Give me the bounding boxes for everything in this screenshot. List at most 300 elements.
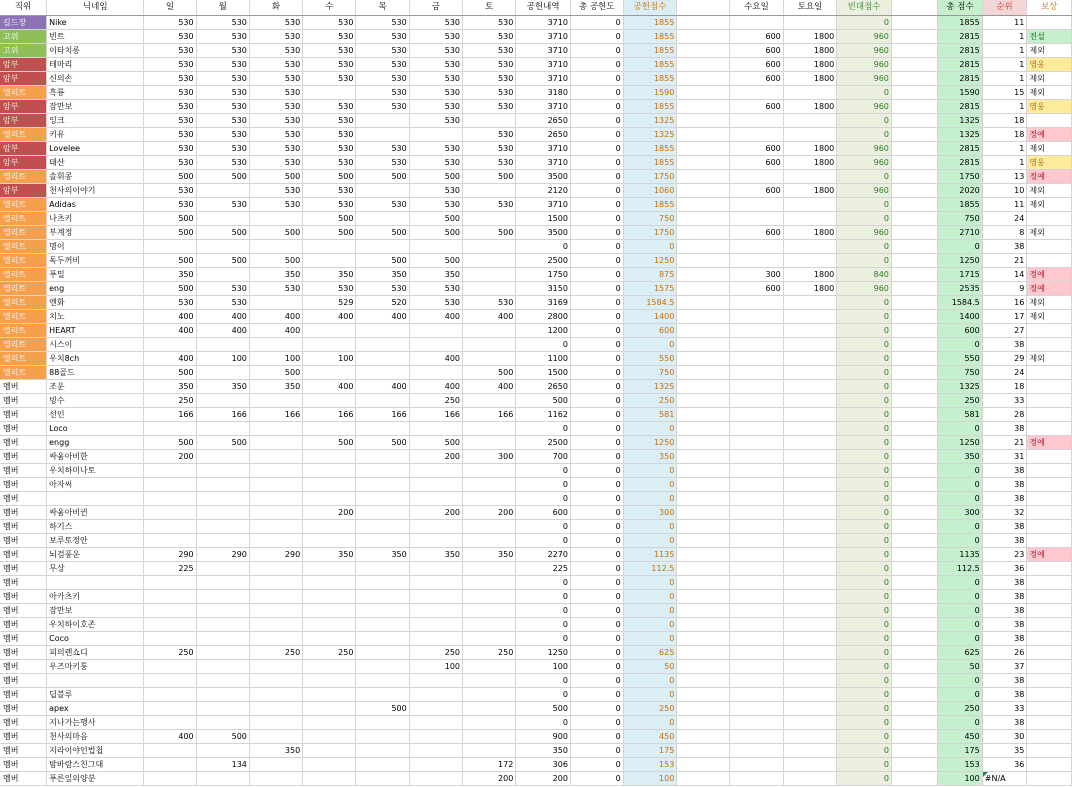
blank-cell[interactable]	[891, 226, 937, 240]
reward-cell[interactable]	[1027, 576, 1072, 590]
day-cell[interactable]: 530	[249, 198, 302, 212]
reward-cell[interactable]	[1027, 534, 1072, 548]
reward-cell[interactable]: 정예	[1027, 282, 1072, 296]
saturday-cell[interactable]: 1800	[783, 30, 836, 44]
reward-cell[interactable]: 정예	[1027, 436, 1072, 450]
day-cell[interactable]	[249, 562, 302, 576]
day-cell[interactable]	[196, 240, 249, 254]
total-contribution-cell[interactable]: 0	[570, 212, 623, 226]
position-cell[interactable]: 38	[982, 688, 1027, 702]
total-score-cell[interactable]: 0	[938, 520, 983, 534]
position-cell[interactable]: 1	[982, 58, 1027, 72]
day-cell[interactable]: 530	[249, 184, 302, 198]
total-score-cell[interactable]: 0	[938, 492, 983, 506]
day-cell[interactable]	[463, 492, 516, 506]
position-cell[interactable]: 10	[982, 184, 1027, 198]
day-cell[interactable]	[303, 534, 356, 548]
total-contribution-cell[interactable]: 0	[570, 282, 623, 296]
siege-score-cell[interactable]: 0	[837, 450, 892, 464]
day-cell[interactable]: 400	[144, 324, 196, 338]
nickname-cell[interactable]: 피의렌쇼디	[47, 646, 144, 660]
blank-cell[interactable]	[677, 590, 730, 604]
position-cell[interactable]: 17	[982, 310, 1027, 324]
contribution-score-cell[interactable]: 1325	[623, 380, 677, 394]
day-cell[interactable]: 300	[463, 450, 516, 464]
position-cell[interactable]: 36	[982, 562, 1027, 576]
day-cell[interactable]: 250	[303, 646, 356, 660]
contribution-score-cell[interactable]: 1750	[623, 226, 677, 240]
saturday-cell[interactable]	[783, 478, 836, 492]
contribution-score-cell[interactable]: 1855	[623, 156, 677, 170]
total-score-cell[interactable]: 2815	[938, 58, 983, 72]
day-cell[interactable]	[303, 366, 356, 380]
day-cell[interactable]: 530	[144, 296, 196, 310]
day-cell[interactable]: 400	[144, 310, 196, 324]
day-cell[interactable]	[303, 716, 356, 730]
contribution-score-cell[interactable]: 0	[623, 716, 677, 730]
siege-score-cell[interactable]: 0	[837, 576, 892, 590]
day-cell[interactable]	[409, 674, 462, 688]
day-cell[interactable]: 500	[463, 226, 516, 240]
day-cell[interactable]: 530	[196, 58, 249, 72]
day-cell[interactable]: 350	[196, 380, 249, 394]
day-cell[interactable]: 530	[409, 184, 462, 198]
nickname-cell[interactable]: 솔휘콩	[47, 170, 144, 184]
reward-cell[interactable]	[1027, 716, 1072, 730]
blank-cell[interactable]	[891, 688, 937, 702]
reward-cell[interactable]	[1027, 520, 1072, 534]
day-cell[interactable]: 530	[144, 58, 196, 72]
siege-score-cell[interactable]: 0	[837, 212, 892, 226]
wednesday-cell[interactable]	[730, 562, 783, 576]
day-cell[interactable]: 529	[303, 296, 356, 310]
day-cell[interactable]: 530	[463, 86, 516, 100]
day-cell[interactable]	[409, 702, 462, 716]
day-cell[interactable]: 530	[144, 184, 196, 198]
day-cell[interactable]: 225	[144, 562, 196, 576]
day-cell[interactable]: 530	[463, 128, 516, 142]
reward-cell[interactable]: 정예	[1027, 170, 1072, 184]
day-cell[interactable]	[356, 604, 409, 618]
blank-cell[interactable]	[677, 100, 730, 114]
nickname-cell[interactable]: 빈트	[47, 30, 144, 44]
blank-cell[interactable]	[891, 464, 937, 478]
reward-cell[interactable]	[1027, 618, 1072, 632]
day-cell[interactable]	[249, 660, 302, 674]
day-cell[interactable]: 530	[409, 198, 462, 212]
nickname-cell[interactable]: 아자씨	[47, 478, 144, 492]
rank-cell[interactable]: 멤버	[0, 562, 47, 576]
day-cell[interactable]	[356, 450, 409, 464]
total-score-cell[interactable]: 581	[938, 408, 983, 422]
day-cell[interactable]: 530	[356, 282, 409, 296]
position-cell[interactable]: 15	[982, 86, 1027, 100]
total-contribution-cell[interactable]: 0	[570, 618, 623, 632]
day-cell[interactable]: 530	[144, 128, 196, 142]
total-score-cell[interactable]: 1400	[938, 310, 983, 324]
reward-cell[interactable]	[1027, 422, 1072, 436]
day-cell[interactable]	[356, 758, 409, 772]
day-cell[interactable]	[303, 758, 356, 772]
position-cell[interactable]: 21	[982, 254, 1027, 268]
day-cell[interactable]: 530	[356, 142, 409, 156]
day-cell[interactable]: 400	[196, 310, 249, 324]
day-cell[interactable]	[356, 338, 409, 352]
saturday-cell[interactable]	[783, 296, 836, 310]
position-cell[interactable]: 38	[982, 240, 1027, 254]
blank-cell[interactable]	[677, 506, 730, 520]
siege-score-cell[interactable]: 0	[837, 716, 892, 730]
nickname-cell[interactable]: 지라이야인법첩	[47, 744, 144, 758]
reward-cell[interactable]	[1027, 464, 1072, 478]
saturday-cell[interactable]	[783, 310, 836, 324]
day-cell[interactable]	[249, 506, 302, 520]
rank-cell[interactable]: 멤버	[0, 646, 47, 660]
contribution-score-cell[interactable]: 1855	[623, 58, 677, 72]
day-cell[interactable]	[409, 730, 462, 744]
day-cell[interactable]: 530	[303, 198, 356, 212]
day-cell[interactable]	[249, 436, 302, 450]
siege-score-cell[interactable]: 0	[837, 604, 892, 618]
day-cell[interactable]: 500	[144, 226, 196, 240]
reward-cell[interactable]: 영웅	[1027, 58, 1072, 72]
total-contribution-cell[interactable]: 0	[570, 730, 623, 744]
contribution-history-cell[interactable]: 3150	[516, 282, 571, 296]
day-cell[interactable]	[409, 716, 462, 730]
nickname-cell[interactable]: engg	[47, 436, 144, 450]
nickname-cell[interactable]: 태산	[47, 156, 144, 170]
reward-cell[interactable]	[1027, 758, 1072, 772]
contribution-history-cell[interactable]: 0	[516, 674, 571, 688]
rank-cell[interactable]: 고위	[0, 30, 47, 44]
total-score-cell[interactable]: 0	[938, 464, 983, 478]
rank-cell[interactable]: 암부	[0, 72, 47, 86]
rank-cell[interactable]: 멤버	[0, 492, 47, 506]
blank-cell[interactable]	[677, 604, 730, 618]
reward-cell[interactable]	[1027, 590, 1072, 604]
rank-cell[interactable]: 멤버	[0, 478, 47, 492]
day-cell[interactable]: 400	[249, 310, 302, 324]
blank-cell[interactable]	[677, 156, 730, 170]
contribution-history-cell[interactable]: 3710	[516, 100, 571, 114]
total-score-cell[interactable]: 0	[938, 688, 983, 702]
day-cell[interactable]	[356, 632, 409, 646]
contribution-score-cell[interactable]: 625	[623, 646, 677, 660]
total-score-cell[interactable]: 1715	[938, 268, 983, 282]
contribution-history-cell[interactable]: 2270	[516, 548, 571, 562]
siege-score-cell[interactable]: 0	[837, 632, 892, 646]
nickname-cell[interactable]: 싸움아비귄	[47, 506, 144, 520]
day-cell[interactable]	[249, 702, 302, 716]
position-cell[interactable]: 21	[982, 436, 1027, 450]
siege-score-cell[interactable]: 0	[837, 324, 892, 338]
day-cell[interactable]: 530	[303, 30, 356, 44]
day-cell[interactable]	[409, 562, 462, 576]
saturday-cell[interactable]: 1800	[783, 184, 836, 198]
saturday-cell[interactable]	[783, 86, 836, 100]
total-contribution-cell[interactable]: 0	[570, 674, 623, 688]
contribution-history-cell[interactable]: 2500	[516, 254, 571, 268]
contribution-history-cell[interactable]: 2120	[516, 184, 571, 198]
wednesday-cell[interactable]	[730, 772, 783, 786]
total-score-cell[interactable]: 750	[938, 366, 983, 380]
reward-cell[interactable]	[1027, 366, 1072, 380]
saturday-cell[interactable]	[783, 520, 836, 534]
day-cell[interactable]: 530	[196, 30, 249, 44]
wednesday-cell[interactable]	[730, 618, 783, 632]
reward-cell[interactable]: 제외	[1027, 296, 1072, 310]
blank-cell[interactable]	[891, 436, 937, 450]
reward-cell[interactable]	[1027, 506, 1072, 520]
day-cell[interactable]	[356, 128, 409, 142]
nickname-cell[interactable]: 나츠키	[47, 212, 144, 226]
siege-score-cell[interactable]: 0	[837, 296, 892, 310]
rank-cell[interactable]: 멤버	[0, 688, 47, 702]
total-contribution-cell[interactable]: 0	[570, 44, 623, 58]
position-cell[interactable]: 1	[982, 72, 1027, 86]
contribution-score-cell[interactable]: 112.5	[623, 562, 677, 576]
siege-score-cell[interactable]: 0	[837, 128, 892, 142]
day-cell[interactable]: 400	[144, 352, 196, 366]
position-cell[interactable]: 38	[982, 632, 1027, 646]
position-cell[interactable]: 38	[982, 422, 1027, 436]
day-cell[interactable]	[409, 744, 462, 758]
day-cell[interactable]: 530	[463, 100, 516, 114]
blank-cell[interactable]	[891, 674, 937, 688]
day-cell[interactable]: 500	[144, 282, 196, 296]
reward-cell[interactable]	[1027, 660, 1072, 674]
day-cell[interactable]: 530	[463, 16, 516, 30]
day-cell[interactable]	[356, 772, 409, 786]
nickname-cell[interactable]	[47, 576, 144, 590]
wednesday-cell[interactable]	[730, 464, 783, 478]
total-score-cell[interactable]: 2815	[938, 30, 983, 44]
day-cell[interactable]	[249, 674, 302, 688]
day-cell[interactable]: 530	[249, 16, 302, 30]
total-contribution-cell[interactable]: 0	[570, 72, 623, 86]
saturday-cell[interactable]	[783, 422, 836, 436]
wednesday-cell[interactable]	[730, 240, 783, 254]
saturday-cell[interactable]: 1800	[783, 142, 836, 156]
day-cell[interactable]	[196, 576, 249, 590]
saturday-cell[interactable]	[783, 128, 836, 142]
day-cell[interactable]	[356, 114, 409, 128]
contribution-score-cell[interactable]: 0	[623, 492, 677, 506]
total-score-cell[interactable]: 0	[938, 604, 983, 618]
blank-cell[interactable]	[677, 72, 730, 86]
total-score-cell[interactable]: 450	[938, 730, 983, 744]
contribution-history-cell[interactable]: 3500	[516, 226, 571, 240]
total-contribution-cell[interactable]: 0	[570, 142, 623, 156]
day-cell[interactable]: 250	[409, 394, 462, 408]
wednesday-cell[interactable]: 600	[730, 282, 783, 296]
total-contribution-cell[interactable]: 0	[570, 758, 623, 772]
position-cell[interactable]: 11	[982, 198, 1027, 212]
siege-score-cell[interactable]: 0	[837, 366, 892, 380]
day-cell[interactable]: 350	[249, 380, 302, 394]
day-cell[interactable]	[463, 212, 516, 226]
reward-cell[interactable]	[1027, 338, 1072, 352]
wednesday-cell[interactable]	[730, 674, 783, 688]
blank-cell[interactable]	[677, 16, 730, 30]
day-cell[interactable]: 530	[409, 86, 462, 100]
siege-score-cell[interactable]: 0	[837, 730, 892, 744]
column-header[interactable]: 토	[463, 0, 516, 16]
blank-cell[interactable]	[677, 618, 730, 632]
siege-score-cell[interactable]: 0	[837, 16, 892, 30]
day-cell[interactable]	[196, 394, 249, 408]
contribution-history-cell[interactable]: 225	[516, 562, 571, 576]
wednesday-cell[interactable]	[730, 520, 783, 534]
day-cell[interactable]: 530	[463, 44, 516, 58]
blank-cell[interactable]	[677, 170, 730, 184]
day-cell[interactable]: 530	[356, 44, 409, 58]
contribution-history-cell[interactable]: 200	[516, 772, 571, 786]
siege-score-cell[interactable]: 0	[837, 618, 892, 632]
day-cell[interactable]	[249, 730, 302, 744]
saturday-cell[interactable]	[783, 590, 836, 604]
day-cell[interactable]: 500	[144, 254, 196, 268]
reward-cell[interactable]	[1027, 772, 1072, 786]
nickname-cell[interactable]: 우즈마키퉁	[47, 660, 144, 674]
day-cell[interactable]: 530	[303, 72, 356, 86]
contribution-score-cell[interactable]: 0	[623, 534, 677, 548]
reward-cell[interactable]	[1027, 674, 1072, 688]
day-cell[interactable]: 200	[144, 450, 196, 464]
day-cell[interactable]	[196, 632, 249, 646]
contribution-history-cell[interactable]: 1500	[516, 212, 571, 226]
blank-cell[interactable]	[677, 86, 730, 100]
siege-score-cell[interactable]: 960	[837, 226, 892, 240]
blank-cell[interactable]	[891, 744, 937, 758]
nickname-cell[interactable]: 보루토정안	[47, 534, 144, 548]
day-cell[interactable]	[196, 618, 249, 632]
day-cell[interactable]: 500	[196, 226, 249, 240]
blank-cell[interactable]	[891, 758, 937, 772]
wednesday-cell[interactable]	[730, 534, 783, 548]
total-score-cell[interactable]: 1750	[938, 170, 983, 184]
day-cell[interactable]	[249, 716, 302, 730]
wednesday-cell[interactable]	[730, 590, 783, 604]
position-cell[interactable]: 38	[982, 604, 1027, 618]
siege-score-cell[interactable]: 0	[837, 534, 892, 548]
day-cell[interactable]: 530	[303, 58, 356, 72]
day-cell[interactable]: 134	[196, 758, 249, 772]
position-cell[interactable]: 18	[982, 128, 1027, 142]
contribution-score-cell[interactable]: 350	[623, 450, 677, 464]
contribution-history-cell[interactable]: 3710	[516, 30, 571, 44]
day-cell[interactable]	[303, 590, 356, 604]
day-cell[interactable]: 530	[463, 142, 516, 156]
day-cell[interactable]: 530	[196, 198, 249, 212]
nickname-cell[interactable]: 무상	[47, 562, 144, 576]
blank-cell[interactable]	[677, 254, 730, 268]
day-cell[interactable]: 530	[356, 30, 409, 44]
column-header[interactable]: 총 공헌도	[570, 0, 623, 16]
wednesday-cell[interactable]	[730, 702, 783, 716]
total-score-cell[interactable]: 625	[938, 646, 983, 660]
day-cell[interactable]: 250	[144, 646, 196, 660]
blank-cell[interactable]	[891, 142, 937, 156]
siege-score-cell[interactable]: 0	[837, 394, 892, 408]
day-cell[interactable]	[144, 744, 196, 758]
day-cell[interactable]: 530	[463, 198, 516, 212]
wednesday-cell[interactable]	[730, 170, 783, 184]
position-cell[interactable]: 26	[982, 646, 1027, 660]
reward-cell[interactable]: 영웅	[1027, 156, 1072, 170]
reward-cell[interactable]: 제외	[1027, 198, 1072, 212]
contribution-history-cell[interactable]: 3710	[516, 44, 571, 58]
total-score-cell[interactable]: 0	[938, 338, 983, 352]
siege-score-cell[interactable]: 0	[837, 506, 892, 520]
blank-cell[interactable]	[677, 30, 730, 44]
reward-cell[interactable]	[1027, 16, 1072, 30]
day-cell[interactable]: 400	[303, 310, 356, 324]
day-cell[interactable]	[249, 464, 302, 478]
position-cell[interactable]: 1	[982, 142, 1027, 156]
saturday-cell[interactable]: 1800	[783, 100, 836, 114]
total-contribution-cell[interactable]: 0	[570, 702, 623, 716]
total-contribution-cell[interactable]: 0	[570, 632, 623, 646]
day-cell[interactable]: 500	[303, 436, 356, 450]
day-cell[interactable]: 500	[196, 436, 249, 450]
day-cell[interactable]: 530	[356, 72, 409, 86]
day-cell[interactable]: 500	[356, 254, 409, 268]
position-cell[interactable]: 18	[982, 114, 1027, 128]
day-cell[interactable]	[356, 730, 409, 744]
wednesday-cell[interactable]: 600	[730, 156, 783, 170]
total-score-cell[interactable]: 0	[938, 674, 983, 688]
blank-cell[interactable]	[891, 198, 937, 212]
day-cell[interactable]	[409, 590, 462, 604]
day-cell[interactable]	[356, 352, 409, 366]
day-cell[interactable]: 530	[409, 100, 462, 114]
day-cell[interactable]	[249, 394, 302, 408]
day-cell[interactable]	[409, 366, 462, 380]
day-cell[interactable]	[144, 240, 196, 254]
day-cell[interactable]: 530	[144, 142, 196, 156]
day-cell[interactable]: 530	[356, 198, 409, 212]
saturday-cell[interactable]	[783, 674, 836, 688]
reward-cell[interactable]: 제외	[1027, 184, 1072, 198]
day-cell[interactable]: 530	[196, 142, 249, 156]
day-cell[interactable]	[463, 520, 516, 534]
saturday-cell[interactable]: 1800	[783, 58, 836, 72]
wednesday-cell[interactable]	[730, 324, 783, 338]
nickname-cell[interactable]: 잠만보	[47, 604, 144, 618]
day-cell[interactable]: 530	[249, 86, 302, 100]
contribution-score-cell[interactable]: 1855	[623, 44, 677, 58]
contribution-score-cell[interactable]: 450	[623, 730, 677, 744]
total-score-cell[interactable]: 1855	[938, 198, 983, 212]
day-cell[interactable]: 166	[409, 408, 462, 422]
reward-cell[interactable]	[1027, 604, 1072, 618]
day-cell[interactable]	[463, 464, 516, 478]
saturday-cell[interactable]	[783, 688, 836, 702]
saturday-cell[interactable]	[783, 324, 836, 338]
saturday-cell[interactable]	[783, 534, 836, 548]
blank-cell[interactable]	[891, 240, 937, 254]
siege-score-cell[interactable]: 960	[837, 100, 892, 114]
contribution-score-cell[interactable]: 581	[623, 408, 677, 422]
saturday-cell[interactable]	[783, 394, 836, 408]
reward-cell[interactable]: 제외	[1027, 86, 1072, 100]
day-cell[interactable]	[409, 520, 462, 534]
day-cell[interactable]: 200	[409, 506, 462, 520]
day-cell[interactable]	[249, 338, 302, 352]
total-contribution-cell[interactable]: 0	[570, 170, 623, 184]
reward-cell[interactable]	[1027, 478, 1072, 492]
